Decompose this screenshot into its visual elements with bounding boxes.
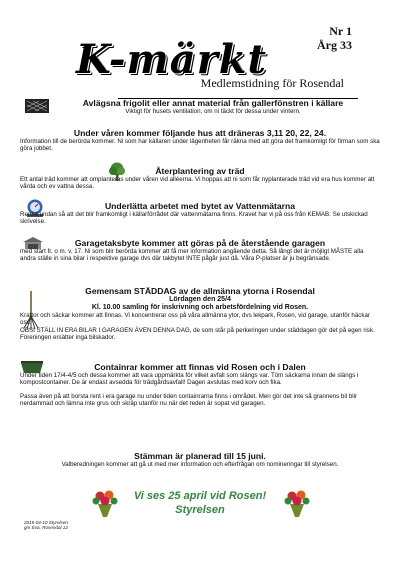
section-frigolit — [48, 98, 378, 115]
section-aterplantering — [20, 166, 380, 191]
section-vattenmatarna — [20, 201, 380, 226]
staddag-date: Lördagen den 25/4 — [169, 296, 231, 303]
volume-year: Årg 33 — [317, 38, 352, 52]
issue-number: Nr 1 — [329, 24, 352, 38]
section-text: Ett antal träd kommer att omplanteras under våren vid alléerna. Vi hoppas att ni som får nyplanterade träd vid era hus kommer att vårda och ev vattna dessa. — [20, 176, 375, 191]
section-text-garage: Passa även på att borsta rent i era garage nu under tiden containrarna finns i området. Men gör det inte så grannens bil blir nerdammad och lämna inte grus och skräp utanför nu när det reden är sopat vid garagen. — [20, 392, 358, 408]
section-text: Information till de berörda kommer. Ni som har källaren under lägenheten får räkna med att göra det framkomligt för firman som ska göra jobbet. — [20, 138, 380, 153]
section-stamman — [20, 451, 380, 468]
section-heading: Gemensam STÄDDAG av de allmänna ytorna i Rosendal — [85, 286, 315, 296]
signature-block — [24, 520, 68, 531]
section-heading: Containrar kommer att finnas vid Rosen och i Dalen — [94, 362, 306, 372]
section-text: med start fr. o m. v. 17. Ni som blir berörda kommer att få mer information angående detta. Så långt det är möjligt MÅSTE alla andra ställe in sina bilar i respektive garage dvs där takbytet INTE pågår just då. Våra P-platser är ju begränsade. — [20, 248, 364, 263]
closing-greeting: Vi ses 25 april vid Rosen! — [133, 490, 267, 502]
section-staddag — [20, 286, 380, 342]
section-text: Valberedningen kommer att gå ut med mer information och efterfrågan om nomineringar till styrelsen. — [61, 461, 339, 468]
section-text: Under tiden 17/4-4/5 och dessa kommer att vara uppmärkta för vilket avfall som slängs var. Töm säckarna innan de slängs i kompostcontainer. De är endast avsedda för trädgårdsavfall! Dagen avslutas med korv och fika. — [20, 372, 359, 387]
section-text: Rensa undan så att det blir framkomligt i källarförrådet där vattenmätarna finns. Kravet har vi på oss från KEMAB. Se utskickad skrivelse. — [20, 211, 368, 226]
section-container — [20, 362, 380, 408]
section-heading: Garagetaksbyte kommer att göras på de återstående garagen — [74, 238, 326, 248]
section-text: Krattor och säckar kommer att finnas. Vi koncentrerar oss på våra allmänna ytor, dvs lekpark, Rosen, vid garage, utanför häckar osv. — [20, 312, 370, 327]
section-garagetak — [20, 238, 380, 263]
closing-signature: Styrelsen — [175, 504, 225, 516]
signature-line: 2015-04-10 Styrelsen — [24, 520, 68, 525]
staddag-time: Kl. 10.00 samling för inskrivning och arbetsfördelning vid Rosen. — [91, 304, 309, 311]
section-text-warning: OBSI STÄLL IN ERA BILAR I GARAGEN ÄVEN DENNA DAG, de som står på perkeringen under städdagen gör det på egen risk. Föreningen ersätter inga bilskador. — [20, 326, 375, 342]
newsletter-subtitle: Medlemstidning för Rosendal — [200, 76, 344, 90]
section-dranering — [20, 128, 380, 153]
section-heading: Avlägsna frigolit eller annat material från gallerfönstren i källare — [82, 98, 344, 108]
signature-line: gm Eva, Rosendal 12 — [24, 525, 68, 531]
section-heading: Under våren kommer följande hus att dräneras 3,11 20, 22, 24. — [73, 128, 327, 138]
grille-icon — [24, 98, 50, 114]
section-heading: Återplantering av träd — [155, 166, 245, 176]
section-heading: Underlätta arbetet med bytet av Vattenmätarna — [104, 201, 296, 211]
section-text: Viktigt för husets ventilation, om ni täckt för dessa under vintern. — [125, 108, 301, 115]
section-heading: Stämman är planerad till 15 juni. — [134, 451, 266, 461]
newsletter-logo: K-märkt — [76, 36, 267, 83]
